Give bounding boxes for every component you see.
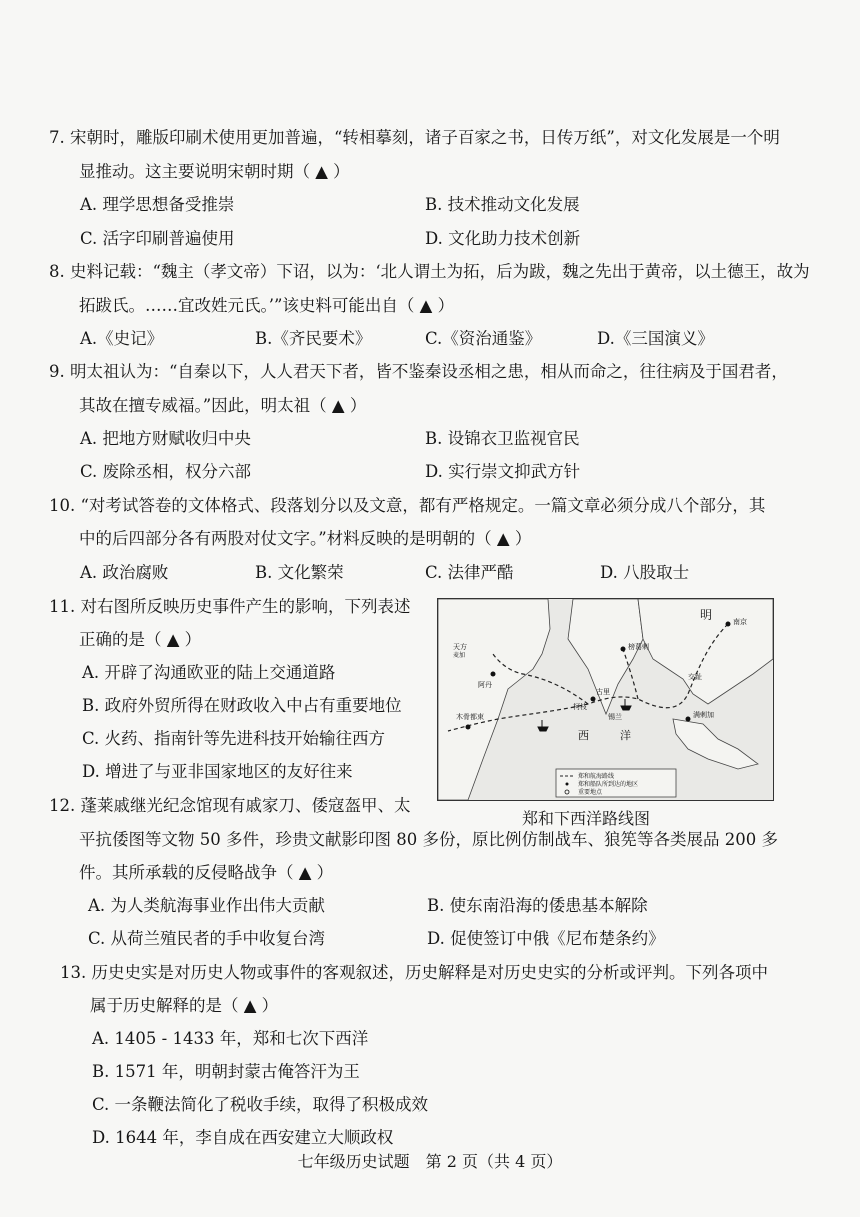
q10-stem-line1: 10. “对考试答卷的文体格式、段落划分以及文意，都有严格规定。一篇文章必须分成八个部分，其: [49, 496, 766, 515]
q12-stem-line3: 件。其所承载的反侵略战争（ ▲ ）: [79, 863, 334, 882]
q8-option-a: A.《史记》: [80, 329, 164, 348]
q13-option-b: B. 1571 年，明朝封蒙古俺答汗为王: [92, 1062, 360, 1081]
q8-option-c: C.《资治通鉴》: [425, 329, 542, 348]
q12-option-a: A. 为人类航海事业作出伟大贡献: [88, 896, 325, 915]
page-footer: 七年级历史试题 第 2 页（共 4 页）: [297, 1152, 563, 1171]
map-label-aden: 阿丹: [478, 681, 492, 689]
map-label-ceylon: 锡兰: [608, 713, 622, 721]
q11-option-c: C. 火药、指南针等先进科技开始输往西方: [82, 729, 386, 748]
q7-option-c: C. 活字印刷普遍使用: [80, 229, 235, 248]
map-label-jiaozhi: 交趾: [688, 673, 702, 681]
map-label-calicut: 古里: [596, 688, 610, 696]
q7-stem-line1: 7. 宋朝时，雕版印刷术使用更加普遍，“转相摹刻，诸子百家之书，日传万纸”，对文化发展是一个明: [49, 128, 780, 147]
q12-option-b: B. 使东南沿海的倭患基本解除: [427, 896, 648, 915]
q7-stem-line2: 显推动。这主要说明宋朝时期（ ▲ ）: [79, 162, 350, 181]
q9-stem-line2: 其故在擅专威福。”因此，明太祖（ ▲ ）: [79, 396, 367, 415]
q8-option-d: D.《三国演义》: [597, 329, 714, 348]
q9-option-b: B. 设锦衣卫监视官民: [425, 429, 580, 448]
q8-stem-line1: 8. 史料记载：“魏主（孝文帝）下诏，以为：‘北人谓土为拓，后为跋，魏之先出于黄帝，以土德王，故为: [49, 262, 810, 281]
q7-option-b: B. 技术推动文化发展: [425, 195, 580, 214]
q13-option-c: C. 一条鞭法简化了税收手续，取得了积极成效: [92, 1095, 429, 1114]
q11-stem-line2: 正确的是（ ▲ ）: [79, 630, 202, 649]
q10-option-a: A. 政治腐败: [80, 563, 169, 582]
q11-stem-line1: 11. 对右图所反映历史事件产生的影响，下列表述: [49, 597, 411, 616]
q7-option-a: A. 理学思想备受推崇: [80, 195, 235, 214]
map-point-mogadishu: [466, 725, 471, 730]
q7-option-d: D. 文化助力技术创新: [425, 229, 581, 248]
q10-stem-line2: 中的后四部分各有两股对仗文字。”材料反映的是明朝的（ ▲ ）: [79, 529, 532, 548]
map-land-india: [568, 599, 643, 714]
q9-option-d: D. 实行崇文抑武方针: [425, 462, 581, 481]
map-legend-route: 郑和航海路线: [578, 773, 615, 780]
q8-option-b: B.《齐民要术》: [255, 329, 372, 348]
map-label-nanjing: 南京: [733, 618, 747, 626]
map-land-islands: [673, 719, 758, 769]
q11-option-a: A. 开辟了沟通欧亚的陆上交通道路: [82, 663, 336, 682]
q10-option-b: B. 文化繁荣: [255, 563, 344, 582]
map-label-tianfang: 天方: [453, 643, 467, 651]
q13-stem-line1: 13. 历史史实是对历史人物或事件的客观叙述，历史解释是对历史史实的分析或评判。下列各项中: [60, 963, 768, 982]
q12-stem-line1: 12. 蓬莱戚继光纪念馆现有戚家刀、倭寇盔甲、太: [49, 796, 411, 815]
map-land-africa-arabia: [438, 599, 550, 800]
q12-option-d: D. 促使签订中俄《尼布楚条约》: [427, 929, 665, 948]
q9-option-a: A. 把地方财赋收归中央: [80, 429, 251, 448]
q8-stem-line2: 拓跋氏。……宜改姓元氏。’”该史料可能出自（ ▲ ）: [79, 296, 455, 315]
q13-option-d: D. 1644 年，李自成在西安建立大顺政权: [92, 1128, 394, 1147]
map-label-malacca: 满剌加: [693, 711, 714, 719]
q13-stem-line2: 属于历史解释的是（ ▲ ）: [90, 996, 279, 1015]
q10-option-c: C. 法律严酷: [425, 563, 514, 582]
q11-option-b: B. 政府外贸所得在财政收入中占有重要地位: [82, 696, 402, 715]
map-label-mecca: 麦加: [453, 652, 466, 659]
map-point-malacca: [686, 717, 691, 722]
q11-option-d: D. 增进了与亚非国家地区的友好往来: [82, 762, 353, 781]
q9-option-c: C. 废除丞相，权分六部: [80, 462, 252, 481]
q12-option-c: C. 从荷兰殖民者的手中收复台湾: [88, 929, 326, 948]
q13-option-a: A. 1405 - 1433 年，郑和七次下西洋: [92, 1029, 369, 1048]
map-ship-icon: [538, 720, 548, 731]
q12-stem-line2: 平抗倭图等文物 50 多件，珍贵文献影印图 80 多份，原比例仿制战车、狼筅等各类展品 200 多: [79, 830, 778, 849]
map-ship-icon: [621, 699, 631, 710]
map-point-nanjing: [726, 622, 731, 627]
zhenghe-voyage-map: [437, 598, 774, 801]
q10-option-d: D. 八股取士: [600, 563, 690, 582]
q9-stem-line1: 9. 明太祖认为：“自秦以下，人人君天下者，皆不鉴秦设丞相之患，相从而命之，往往病及于国君者，: [49, 362, 788, 381]
map-point-calicut: [591, 697, 596, 702]
map-label-ming: 明: [700, 608, 713, 622]
map-caption: 郑和下西洋路线图: [522, 809, 651, 828]
map-point-bengal: [621, 647, 626, 652]
map-legend-area: 郑和船队所到达的地区: [578, 781, 639, 788]
map-legend-point: 重要地点: [578, 789, 603, 796]
map-label-xi: 西: [578, 729, 589, 742]
map-label-mogadishu: 木骨都束: [456, 713, 484, 721]
map-label-kochi: 柯枝: [573, 703, 587, 711]
map-point-aden: [491, 672, 496, 677]
map-label-bengal: 榜葛剌: [628, 643, 649, 651]
map-label-yang: 洋: [620, 729, 631, 742]
